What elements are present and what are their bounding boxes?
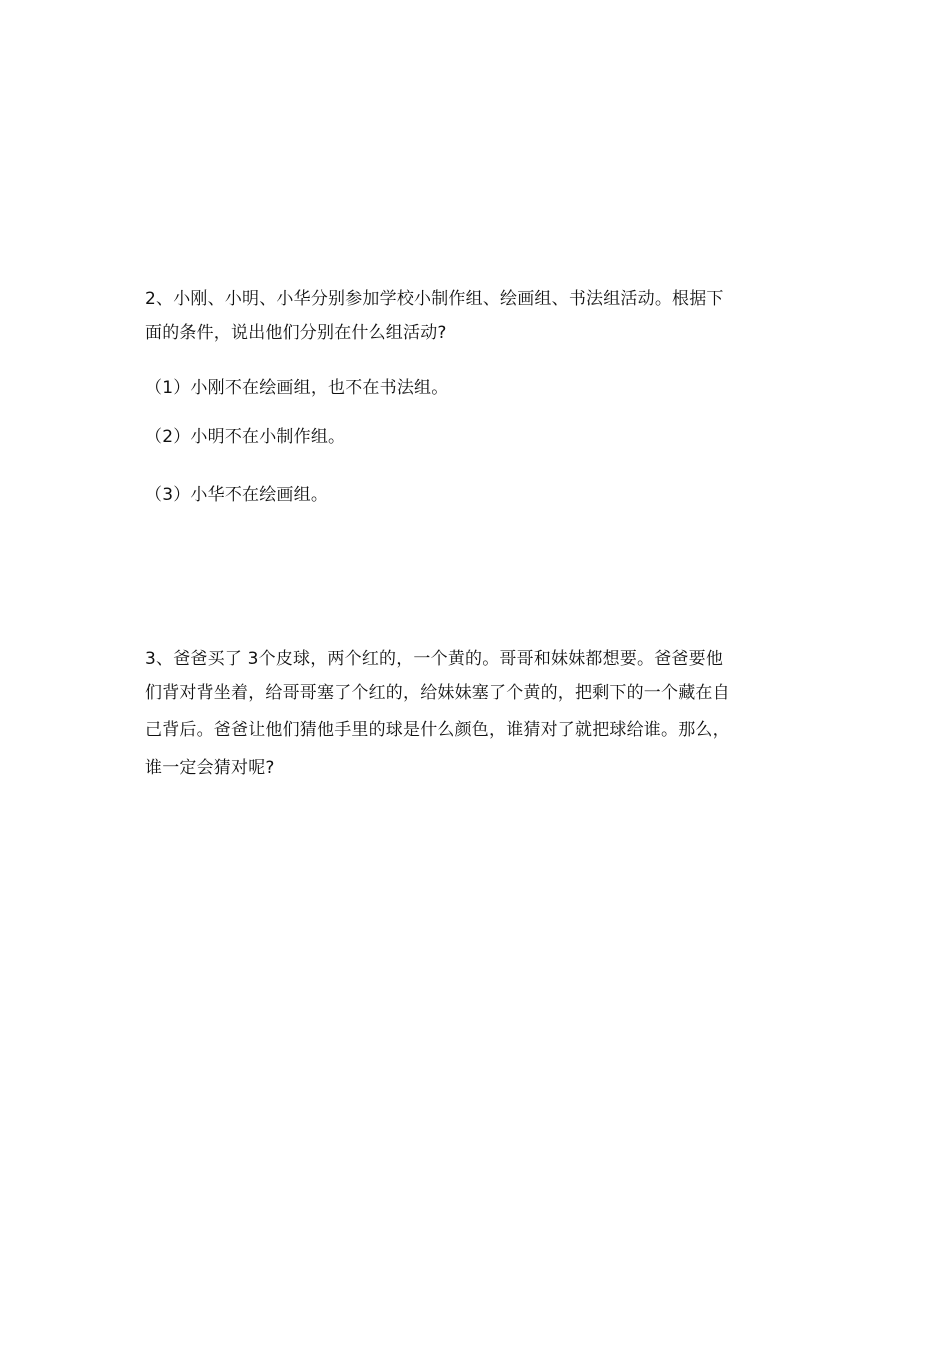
question-3-line-3: 己背后。爸爸让他们猜他手里的球是什么颜色，谁猜对了就把球给谁。那么，	[145, 720, 730, 740]
question-2-condition-3: （3）小华不在绘画组。	[145, 485, 329, 505]
question-3-line-1: 3、爸爸买了 3个皮球，两个红的，一个黄的。哥哥和妹妹都想要。爸爸要他	[145, 649, 724, 669]
question-3-line-4: 谁一定会猜对呢?	[145, 758, 275, 778]
question-2-line-1: 2、小刚、小明、小华分别参加学校小制作组、绘画组、书法组活动。根据下	[145, 289, 724, 309]
question-2-line-2: 面的条件，说出他们分别在什么组活动?	[145, 323, 447, 343]
question-2-condition-2: （2）小明不在小制作组。	[145, 427, 346, 447]
question-3-line-2: 们背对背坐着，给哥哥塞了个红的，给妹妹塞了个黄的，把剩下的一个藏在自	[145, 683, 730, 703]
question-2-condition-1: （1）小刚不在绘画组，也不在书法组。	[145, 378, 449, 398]
